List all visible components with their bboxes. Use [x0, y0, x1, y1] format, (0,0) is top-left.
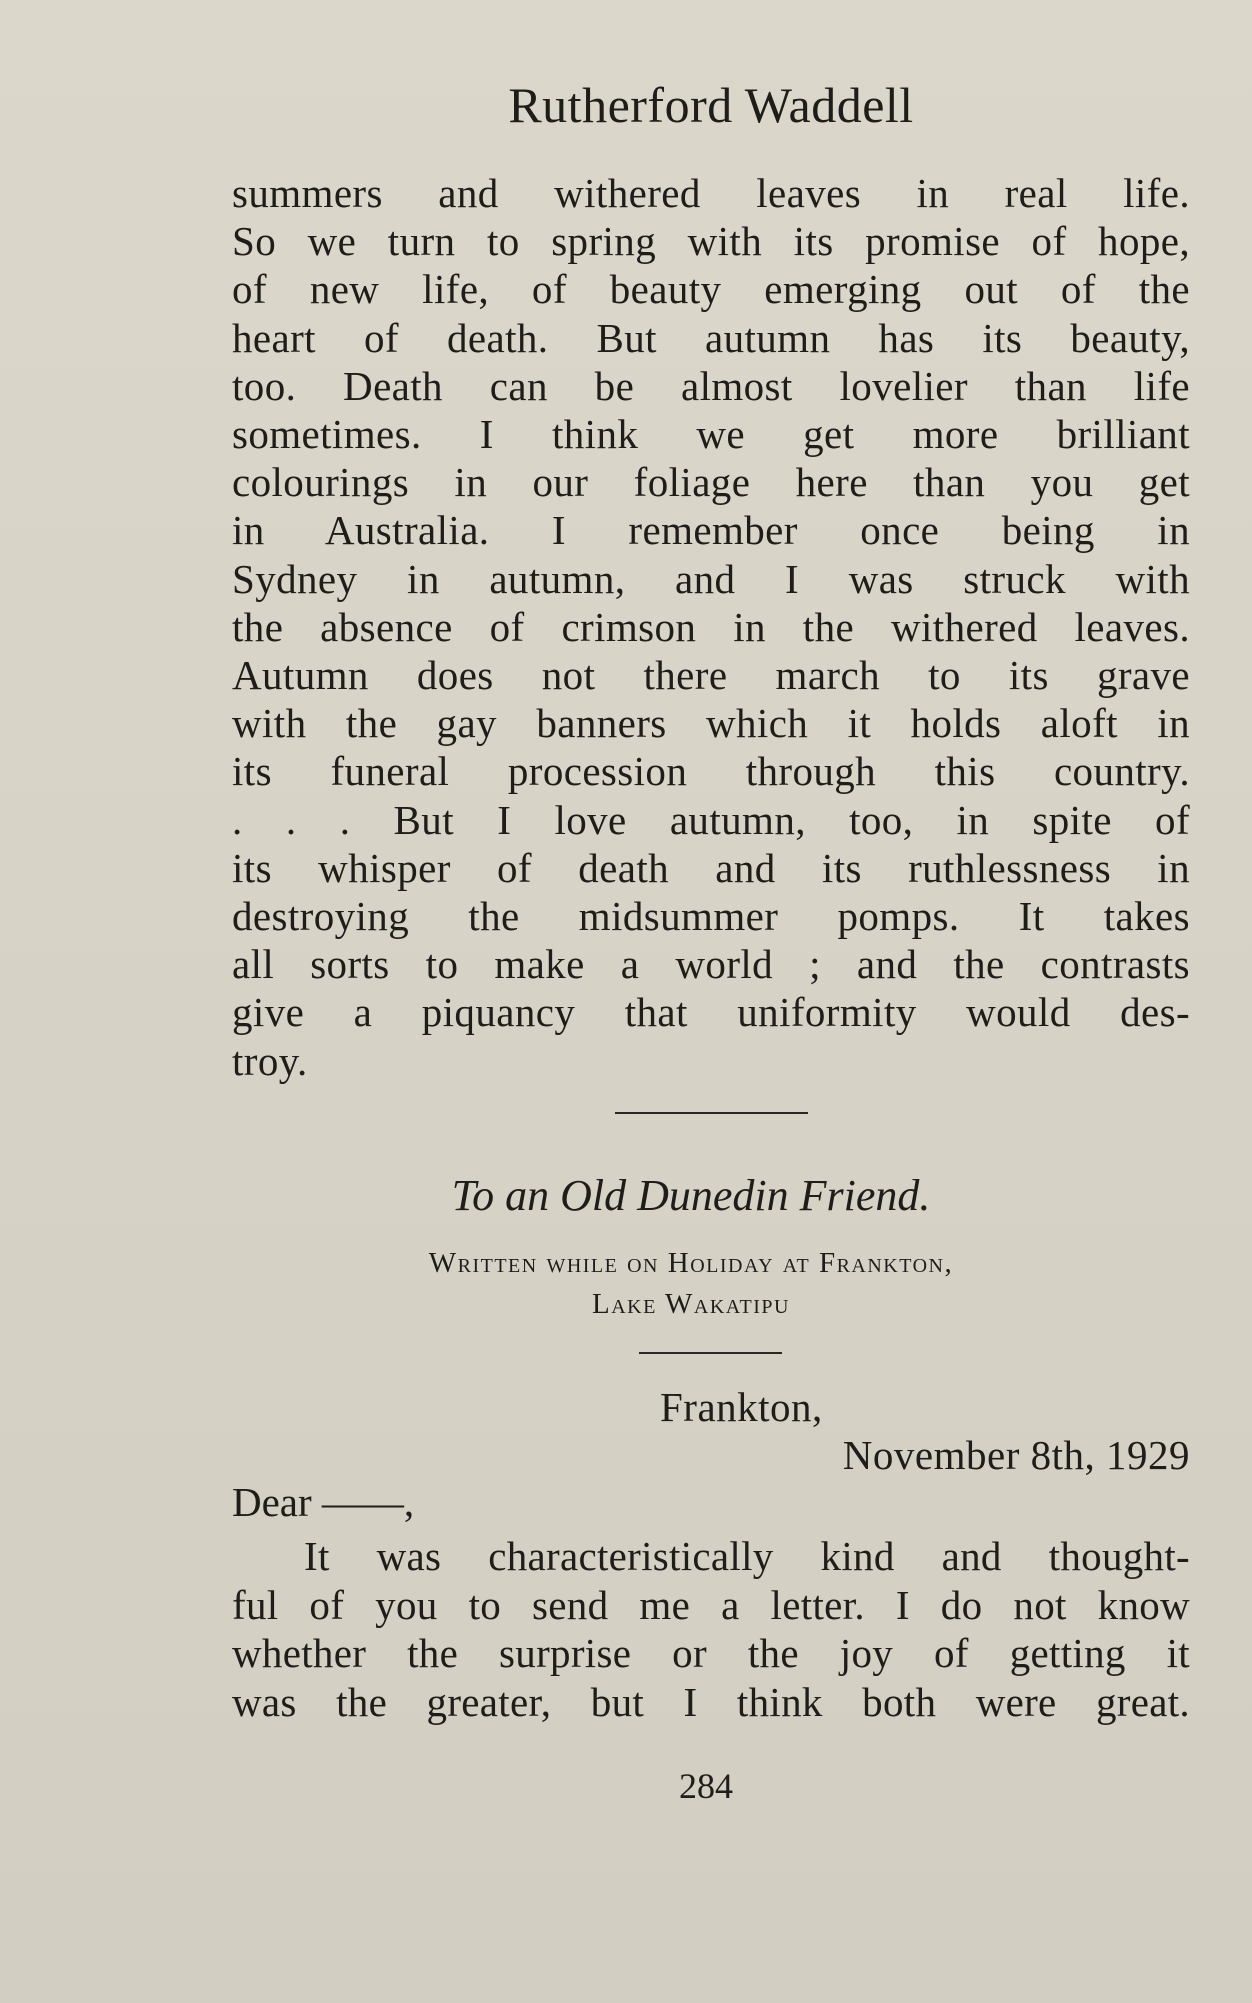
letter-line: whether the surprise or the joy of getting it [232, 1630, 1190, 1676]
prose-line: Sydney in autumn, and I was struck with [232, 555, 1190, 602]
section-subtitle: Lake Wakatipu [592, 1288, 790, 1320]
letter-line: was the greater, but I think both were great. [232, 1678, 1190, 1725]
letter-place: Frankton, [660, 1384, 823, 1430]
prose-line: . . . But I love autumn, too, in spite of [232, 796, 1190, 843]
prose-line: summers and withered leaves in real life. [232, 170, 1190, 216]
prose-line: all sorts to make a world ; and the contrasts [232, 941, 1190, 988]
prose-line: troy. [232, 1037, 308, 1084]
prose-line: the absence of crimson in the withered leaves. [232, 603, 1190, 650]
subtitle-divider-rule [639, 1352, 782, 1354]
prose-paragraph [232, 169, 1190, 1085]
page-number: 284 [679, 1766, 733, 1806]
letter-date: November 8th, 1929 [842, 1432, 1190, 1478]
prose-line: too. Death can be almost lovelier than life [232, 362, 1190, 409]
letter-line: It was characteristically kind and thought- [304, 1533, 1190, 1579]
prose-line: its funeral procession through this country. [232, 748, 1190, 795]
section-subtitle: Written while on Holiday at Frankton, [428, 1247, 954, 1279]
prose-line: its whisper of death and its ruthlessness in [232, 844, 1190, 891]
running-head: Rutherford Waddell [508, 77, 914, 133]
prose-line: Autumn does not there march to its grave [232, 652, 1190, 699]
prose-line: sometimes. I think we get more brilliant [232, 411, 1190, 458]
prose-line: of new life, of beauty emerging out of the [232, 266, 1190, 313]
section-title: To an Old Dunedin Friend. [451, 1171, 931, 1220]
letter-line: ful of you to send me a letter. I do not know [232, 1581, 1190, 1628]
prose-line: give a piquancy that uniformity would des- [232, 989, 1190, 1036]
prose-line: destroying the midsummer pomps. It takes [232, 893, 1190, 940]
prose-line: colourings in our foliage here than you get [232, 459, 1190, 506]
prose-line: heart of death. But autumn has its beauty, [232, 314, 1190, 361]
section-divider-rule [615, 1112, 808, 1114]
prose-line: in Australia. I remember once being in [232, 507, 1190, 554]
letter-salutation: Dear ——, [232, 1479, 415, 1525]
letter-body [232, 1532, 1190, 1726]
prose-line: So we turn to spring with its promise of hope, [232, 218, 1190, 265]
prose-line: with the gay banners which it holds aloft in [232, 700, 1190, 747]
